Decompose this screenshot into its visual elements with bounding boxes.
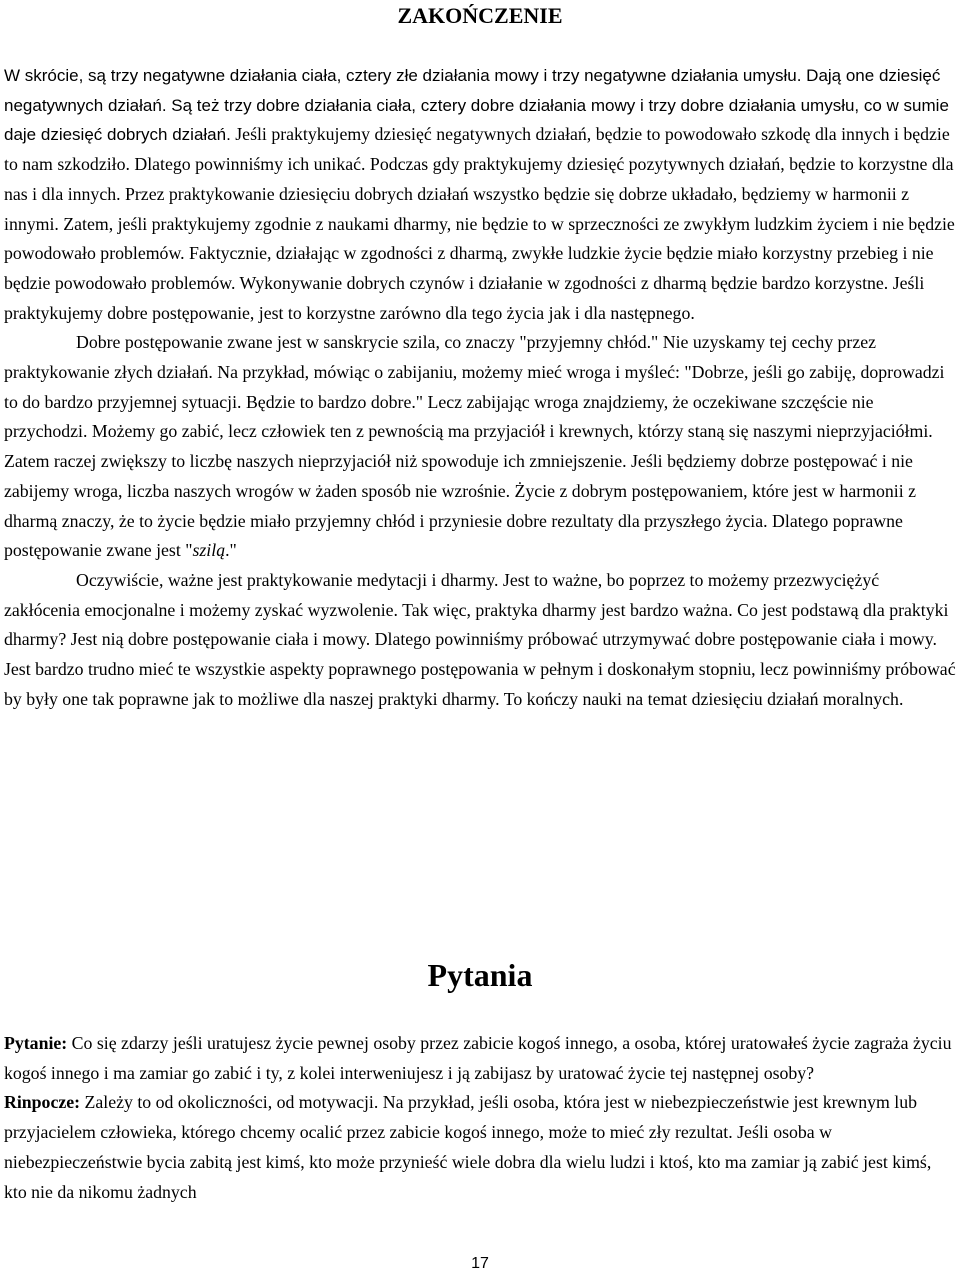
paragraph-meditation [4, 566, 956, 715]
paragraph-shila-end: ." [225, 540, 237, 561]
answer-paragraph [4, 1088, 956, 1207]
questions-body [4, 1029, 956, 1207]
page-number: 17 [471, 1255, 489, 1272]
paragraph-summary [4, 61, 956, 328]
section-heading-questions: Pytania [427, 957, 533, 993]
question-paragraph [4, 1029, 956, 1088]
conclusion-body [4, 61, 956, 714]
italic-term-shila: szilą [192, 540, 226, 561]
section-heading-conclusion: ZAKOŃCZENIE [397, 3, 563, 28]
paragraph-shila-text: Dobre postępowanie zwane jest w sanskrycie szila, co znaczy "przyjemny chłód." Nie uzyskamy tej cechy przez praktykowanie złych działań. Na przykład, mówiąc o zabijaniu, możemy mieć wroga i myśleć: "Dobrze, jeśli go zabiję, doprowadzi to do bardzo przyjemnej sytuacji. Będzie to bardzo dobre." Lecz zabijając wroga znajdziemy, że oczekiwane szczęście nie przychodzi. Możemy go zabić, lecz człowiek ten z pewnością ma przyjaciół i krewnych, którzy staną się naszymi nieprzyjaciółmi. Zatem raczej zwiększy to liczbę naszych nieprzyjaciół niż spowoduje ich zmniejszenie. Jeśli będziemy dobrze postępować i nie zabijemy wroga, liczba naszych wrogów w żaden sposób nie wzrośnie. Życie z dobrym postępowaniem, które jest w harmonii z dharmą znaczy, że to życie będzie miało przyjemny chłód i przyniesie dobre rezultaty dla przyszłego życia. Dlatego poprawne postępowanie zwane jest " [4, 332, 945, 561]
answer-text: Zależy to od okoliczności, od motywacji. Na przykład, jeśli osoba, która jest w niebezpieczeństwie jest krewnym lub przyjacielem człowieka, którego chcemy ocalić przez zabicie kogoś innego, może to mieć zły rezultat. Jeśli osoba w niebezpieczeństwie bycia zabitą jest kimś, kto może przynieść wiele dobra dla wielu ludzi i ktoś, kto ma zamiar ją zabić jest kimś, kto nie da nikomu żadnych [4, 1092, 932, 1202]
question-text: Co się zdarzy jeśli uratujesz życie pewnej osoby przez zabicie kogoś innego, a osoba, której uratowałeś życie zagraża życiu kogoś innego i ma zamiar go zabić i ty, z kolei interweniujesz i ją zabijasz by uratować życie tej następnej osoby? [4, 1033, 952, 1083]
question-label: Pytanie: [4, 1033, 68, 1053]
paragraph-summary-serif-part: Jeśli praktykujemy dziesięć negatywnych działań, będzie to powodowało szkodę dla innych i będzie to nam szkodziło. Dlatego powinniśmy ich unikać. Podczas gdy praktykujemy dziesięć pozytywnych działań, będzie to korzystne dla nas i dla innych. Przez praktykowanie dziesięciu dobrych działań wszystko będzie się dobrze układało, będziemy w harmonii z innymi. Zatem, jeśli praktykujemy zgodnie z naukami dharmy, nie będzie to w sprzeczności ze zwykłym ludzkim życiem i nie będzie powodowało problemów. Faktycznie, działając w zgodności z dharmą, zwykłe ludzkie życie będzie miało korzystny przebieg i nie będzie powodowało problemów. Wykonywanie dobrych czynów i działanie w zgodności z dharmą będzie bardzo korzystne. Jeśli praktykujemy dobre postępowanie, jest to korzystne zarówno dla tego życia jak i dla następnego. [4, 124, 955, 323]
answer-label: Rinpocze: [4, 1092, 81, 1113]
paragraph-shila [4, 328, 956, 566]
paragraph-meditation-text: Oczywiście, ważne jest praktykowanie medytacji i dharmy. Jest to ważne, bo poprzez to możemy przezwyciężyć zakłócenia emocjonalne i możemy zyskać wyzwolenie. Tak więc, praktyka dharmy jest bardzo ważna. Co jest podstawą dla praktyki dharmy? Jest nią dobre postępowanie ciała i mowy. Dlatego powinniśmy próbować utrzymywać dobre postępowanie ciała i mowy. Jest bardzo trudno mieć te wszystkie aspekty poprawnego postępowania w pełnym i doskonałym stopniu, lecz powinniśmy próbować by były one tak poprawne jak to możliwe dla naszej praktyki dharmy. To kończy nauki na temat dziesięciu działań moralnych. [4, 569, 956, 709]
paragraph-summary-sans-part: W skrócie, są trzy negatywne działania ciała, cztery złe działania mowy i trzy negatywne działania umysłu. Dają one dziesięć negatywnych działań. Są też trzy dobre działania ciała, cztery dobre działania mowy i trzy dobre działania umysłu, co w sumie daje dziesięć dobrych działań. [4, 66, 949, 145]
